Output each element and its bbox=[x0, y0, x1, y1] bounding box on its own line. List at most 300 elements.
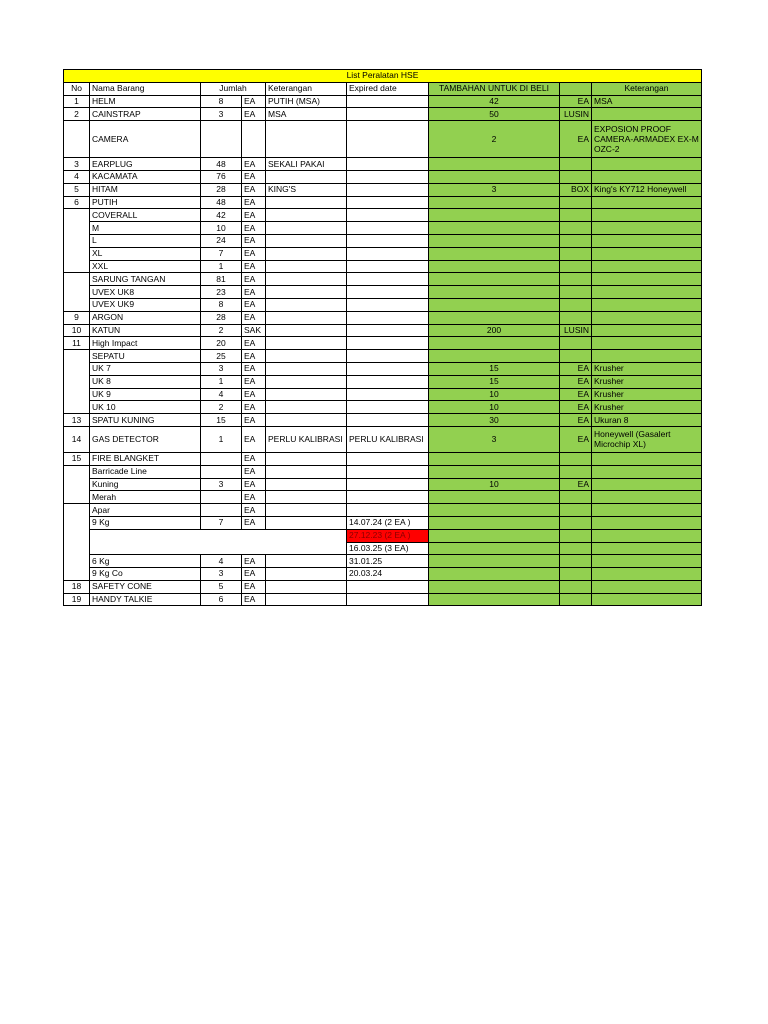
cell-jumlah[interactable]: 1 bbox=[201, 375, 242, 388]
cell-jumlah[interactable]: 7 bbox=[201, 247, 242, 260]
cell-jumlah[interactable]: 4 bbox=[201, 555, 242, 568]
cell-tambahan-unit[interactable]: LUSIN bbox=[560, 324, 592, 337]
cell-no[interactable] bbox=[64, 121, 90, 158]
cell-no[interactable]: 18 bbox=[64, 580, 90, 593]
cell-tambahan[interactable] bbox=[429, 247, 560, 260]
cell-keterangan-2[interactable] bbox=[592, 170, 702, 183]
cell-tambahan-unit[interactable] bbox=[560, 298, 592, 311]
cell-expired-date[interactable] bbox=[347, 260, 429, 273]
cell-expired-date[interactable] bbox=[347, 478, 429, 491]
cell-no[interactable]: 14 bbox=[64, 426, 90, 452]
cell-jumlah[interactable]: 42 bbox=[201, 209, 242, 222]
cell-unit[interactable]: EA bbox=[242, 183, 266, 196]
cell-tambahan[interactable] bbox=[429, 158, 560, 171]
cell-tambahan[interactable]: 10 bbox=[429, 401, 560, 414]
cell-jumlah[interactable]: 10 bbox=[201, 222, 242, 235]
cell-unit[interactable]: EA bbox=[242, 452, 266, 465]
header-expired-date[interactable]: Expired date bbox=[347, 82, 429, 95]
cell-keterangan-2[interactable] bbox=[592, 298, 702, 311]
cell-nama-barang[interactable]: UK 10 bbox=[90, 401, 201, 414]
cell-unit[interactable]: EA bbox=[242, 555, 266, 568]
cell-keterangan-2[interactable] bbox=[592, 529, 702, 542]
cell-nama-barang[interactable]: Apar bbox=[90, 504, 201, 517]
cell-jumlah[interactable]: 28 bbox=[201, 183, 242, 196]
cell-tambahan-unit[interactable] bbox=[560, 222, 592, 235]
cell-tambahan-unit[interactable] bbox=[560, 491, 592, 504]
cell-no[interactable] bbox=[64, 209, 90, 273]
cell-tambahan-unit[interactable] bbox=[560, 350, 592, 363]
cell-expired-date[interactable] bbox=[347, 247, 429, 260]
cell-keterangan[interactable] bbox=[266, 452, 347, 465]
cell-jumlah[interactable]: 2 bbox=[201, 401, 242, 414]
cell-no[interactable] bbox=[64, 350, 90, 414]
cell-nama-barang[interactable]: UVEX UK8 bbox=[90, 286, 201, 299]
cell-tambahan-unit[interactable] bbox=[560, 542, 592, 555]
cell-keterangan[interactable] bbox=[266, 350, 347, 363]
cell-expired-date[interactable] bbox=[347, 504, 429, 517]
cell-nama-barang[interactable]: FIRE BLANGKET bbox=[90, 452, 201, 465]
cell-tambahan[interactable]: 200 bbox=[429, 324, 560, 337]
cell-unit[interactable]: SAK bbox=[242, 324, 266, 337]
cell-tambahan[interactable]: 30 bbox=[429, 414, 560, 427]
cell-tambahan[interactable]: 50 bbox=[429, 108, 560, 121]
cell-nama-barang[interactable]: XL bbox=[90, 247, 201, 260]
cell-keterangan-2[interactable] bbox=[592, 158, 702, 171]
cell-unit[interactable]: EA bbox=[242, 491, 266, 504]
cell-tambahan-unit[interactable] bbox=[560, 209, 592, 222]
cell-unit[interactable]: EA bbox=[242, 350, 266, 363]
cell-tambahan[interactable] bbox=[429, 286, 560, 299]
cell-tambahan[interactable] bbox=[429, 209, 560, 222]
cell-keterangan-2[interactable] bbox=[592, 286, 702, 299]
cell-expired-date[interactable]: 14.07.24 (2 EA ) bbox=[347, 516, 429, 529]
cell-jumlah[interactable]: 81 bbox=[201, 273, 242, 286]
cell-keterangan[interactable] bbox=[266, 414, 347, 427]
cell-nama-barang[interactable]: EARPLUG bbox=[90, 158, 201, 171]
cell-keterangan-2[interactable]: Honeywell (Gasalert Microchip XL) bbox=[592, 426, 702, 452]
cell-nama-barang[interactable]: Merah bbox=[90, 491, 201, 504]
cell-jumlah[interactable]: 2 bbox=[201, 324, 242, 337]
cell-no[interactable]: 1 bbox=[64, 95, 90, 108]
cell-merged-block[interactable] bbox=[90, 529, 347, 555]
cell-expired-date[interactable] bbox=[347, 414, 429, 427]
cell-nama-barang[interactable]: GAS DETECTOR bbox=[90, 426, 201, 452]
cell-jumlah[interactable]: 23 bbox=[201, 286, 242, 299]
cell-tambahan[interactable] bbox=[429, 273, 560, 286]
cell-keterangan[interactable] bbox=[266, 375, 347, 388]
cell-keterangan[interactable]: SEKALI PAKAI bbox=[266, 158, 347, 171]
cell-no[interactable]: 2 bbox=[64, 108, 90, 121]
cell-keterangan-2[interactable] bbox=[592, 478, 702, 491]
cell-tambahan[interactable]: 10 bbox=[429, 388, 560, 401]
cell-expired-date[interactable] bbox=[347, 298, 429, 311]
cell-tambahan-unit[interactable]: EA bbox=[560, 121, 592, 158]
header-tambahan-unit[interactable] bbox=[560, 82, 592, 95]
cell-nama-barang[interactable]: PUTIH bbox=[90, 196, 201, 209]
cell-expired-date[interactable] bbox=[347, 401, 429, 414]
cell-tambahan[interactable] bbox=[429, 298, 560, 311]
cell-keterangan-2[interactable] bbox=[592, 465, 702, 478]
cell-jumlah[interactable]: 6 bbox=[201, 593, 242, 606]
cell-tambahan-unit[interactable] bbox=[560, 158, 592, 171]
cell-tambahan-unit[interactable] bbox=[560, 593, 592, 606]
cell-expired-date[interactable] bbox=[347, 375, 429, 388]
cell-jumlah[interactable]: 24 bbox=[201, 234, 242, 247]
cell-jumlah[interactable]: 8 bbox=[201, 95, 242, 108]
cell-jumlah[interactable]: 28 bbox=[201, 311, 242, 324]
cell-expired-date[interactable]: 27.12.23 (2 EA ) bbox=[347, 529, 429, 542]
cell-keterangan-2[interactable] bbox=[592, 452, 702, 465]
cell-tambahan[interactable] bbox=[429, 350, 560, 363]
cell-keterangan[interactable] bbox=[266, 196, 347, 209]
cell-unit[interactable]: EA bbox=[242, 247, 266, 260]
cell-tambahan[interactable] bbox=[429, 516, 560, 529]
cell-keterangan[interactable] bbox=[266, 465, 347, 478]
cell-nama-barang[interactable]: XXL bbox=[90, 260, 201, 273]
cell-expired-date[interactable] bbox=[347, 209, 429, 222]
cell-expired-date[interactable] bbox=[347, 362, 429, 375]
cell-keterangan[interactable] bbox=[266, 504, 347, 517]
cell-keterangan[interactable] bbox=[266, 555, 347, 568]
cell-unit[interactable]: EA bbox=[242, 108, 266, 121]
cell-no[interactable] bbox=[64, 504, 90, 581]
cell-unit[interactable]: EA bbox=[242, 593, 266, 606]
cell-expired-date[interactable]: 31.01.25 bbox=[347, 555, 429, 568]
cell-no[interactable]: 10 bbox=[64, 324, 90, 337]
cell-tambahan-unit[interactable]: EA bbox=[560, 375, 592, 388]
cell-expired-date[interactable] bbox=[347, 350, 429, 363]
cell-no[interactable]: 13 bbox=[64, 414, 90, 427]
cell-keterangan-2[interactable] bbox=[592, 324, 702, 337]
cell-tambahan[interactable] bbox=[429, 311, 560, 324]
cell-unit[interactable]: EA bbox=[242, 234, 266, 247]
cell-no[interactable]: 19 bbox=[64, 593, 90, 606]
cell-tambahan[interactable] bbox=[429, 568, 560, 581]
cell-keterangan[interactable] bbox=[266, 401, 347, 414]
cell-tambahan[interactable] bbox=[429, 170, 560, 183]
cell-keterangan-2[interactable]: Krusher bbox=[592, 388, 702, 401]
cell-no[interactable]: 5 bbox=[64, 183, 90, 196]
cell-jumlah[interactable] bbox=[201, 491, 242, 504]
cell-jumlah[interactable]: 76 bbox=[201, 170, 242, 183]
cell-no[interactable]: 3 bbox=[64, 158, 90, 171]
cell-unit[interactable]: EA bbox=[242, 401, 266, 414]
cell-jumlah[interactable] bbox=[201, 452, 242, 465]
cell-nama-barang[interactable]: CAMERA bbox=[90, 121, 201, 158]
cell-keterangan[interactable]: KING'S bbox=[266, 183, 347, 196]
cell-tambahan-unit[interactable]: EA bbox=[560, 414, 592, 427]
cell-tambahan[interactable] bbox=[429, 593, 560, 606]
cell-nama-barang[interactable]: HANDY TALKIE bbox=[90, 593, 201, 606]
cell-keterangan[interactable] bbox=[266, 170, 347, 183]
cell-keterangan[interactable] bbox=[266, 234, 347, 247]
cell-expired-date[interactable]: 16.03.25 (3 EA) bbox=[347, 542, 429, 555]
cell-keterangan-2[interactable]: MSA bbox=[592, 95, 702, 108]
cell-jumlah[interactable]: 4 bbox=[201, 388, 242, 401]
cell-unit[interactable]: EA bbox=[242, 196, 266, 209]
cell-expired-date[interactable] bbox=[347, 222, 429, 235]
cell-expired-date[interactable] bbox=[347, 337, 429, 350]
cell-tambahan[interactable]: 10 bbox=[429, 478, 560, 491]
cell-keterangan-2[interactable]: Krusher bbox=[592, 401, 702, 414]
cell-unit[interactable]: EA bbox=[242, 362, 266, 375]
cell-unit[interactable]: EA bbox=[242, 222, 266, 235]
cell-tambahan-unit[interactable] bbox=[560, 580, 592, 593]
cell-tambahan[interactable]: 15 bbox=[429, 362, 560, 375]
cell-unit[interactable]: EA bbox=[242, 95, 266, 108]
header-tambahan[interactable]: TAMBAHAN UNTUK DI BELI bbox=[429, 82, 560, 95]
cell-expired-date[interactable] bbox=[347, 465, 429, 478]
cell-unit[interactable]: EA bbox=[242, 298, 266, 311]
header-keterangan-2[interactable]: Keterangan bbox=[592, 82, 702, 95]
cell-keterangan-2[interactable]: Ukuran 8 bbox=[592, 414, 702, 427]
cell-keterangan[interactable] bbox=[266, 209, 347, 222]
cell-expired-date[interactable] bbox=[347, 170, 429, 183]
cell-keterangan-2[interactable] bbox=[592, 108, 702, 121]
cell-tambahan-unit[interactable] bbox=[560, 465, 592, 478]
cell-jumlah[interactable]: 48 bbox=[201, 196, 242, 209]
cell-tambahan-unit[interactable]: LUSIN bbox=[560, 108, 592, 121]
cell-tambahan-unit[interactable] bbox=[560, 170, 592, 183]
cell-expired-date[interactable] bbox=[347, 491, 429, 504]
cell-keterangan[interactable] bbox=[266, 337, 347, 350]
cell-no[interactable] bbox=[64, 465, 90, 503]
cell-unit[interactable]: EA bbox=[242, 478, 266, 491]
cell-keterangan-2[interactable] bbox=[592, 568, 702, 581]
cell-expired-date[interactable] bbox=[347, 121, 429, 158]
cell-keterangan[interactable] bbox=[266, 478, 347, 491]
cell-nama-barang[interactable]: UVEX UK9 bbox=[90, 298, 201, 311]
cell-nama-barang[interactable]: L bbox=[90, 234, 201, 247]
cell-jumlah[interactable]: 48 bbox=[201, 158, 242, 171]
cell-keterangan[interactable] bbox=[266, 247, 347, 260]
cell-tambahan[interactable]: 2 bbox=[429, 121, 560, 158]
cell-jumlah[interactable]: 3 bbox=[201, 478, 242, 491]
cell-nama-barang[interactable]: UK 9 bbox=[90, 388, 201, 401]
cell-jumlah[interactable]: 3 bbox=[201, 108, 242, 121]
cell-keterangan-2[interactable] bbox=[592, 196, 702, 209]
cell-expired-date[interactable]: PERLU KALIBRASI bbox=[347, 426, 429, 452]
cell-keterangan[interactable] bbox=[266, 593, 347, 606]
cell-unit[interactable]: EA bbox=[242, 209, 266, 222]
cell-nama-barang[interactable]: SARUNG TANGAN bbox=[90, 273, 201, 286]
cell-nama-barang[interactable]: HITAM bbox=[90, 183, 201, 196]
cell-keterangan[interactable] bbox=[266, 121, 347, 158]
cell-tambahan-unit[interactable] bbox=[560, 529, 592, 542]
cell-expired-date[interactable] bbox=[347, 108, 429, 121]
cell-tambahan-unit[interactable]: EA bbox=[560, 388, 592, 401]
cell-tambahan-unit[interactable]: EA bbox=[560, 95, 592, 108]
cell-tambahan-unit[interactable] bbox=[560, 273, 592, 286]
cell-keterangan-2[interactable] bbox=[592, 516, 702, 529]
cell-tambahan[interactable]: 3 bbox=[429, 183, 560, 196]
cell-no[interactable]: 15 bbox=[64, 452, 90, 465]
cell-nama-barang[interactable]: ARGON bbox=[90, 311, 201, 324]
cell-tambahan-unit[interactable] bbox=[560, 247, 592, 260]
cell-tambahan-unit[interactable] bbox=[560, 260, 592, 273]
cell-unit[interactable]: EA bbox=[242, 311, 266, 324]
cell-expired-date[interactable] bbox=[347, 580, 429, 593]
cell-expired-date[interactable] bbox=[347, 158, 429, 171]
cell-tambahan-unit[interactable]: EA bbox=[560, 426, 592, 452]
cell-tambahan[interactable] bbox=[429, 196, 560, 209]
cell-expired-date[interactable] bbox=[347, 324, 429, 337]
cell-jumlah[interactable]: 3 bbox=[201, 568, 242, 581]
cell-keterangan-2[interactable] bbox=[592, 504, 702, 517]
cell-nama-barang[interactable]: 9 Kg bbox=[90, 516, 201, 529]
cell-tambahan-unit[interactable] bbox=[560, 516, 592, 529]
cell-keterangan-2[interactable] bbox=[592, 593, 702, 606]
cell-expired-date[interactable] bbox=[347, 286, 429, 299]
cell-keterangan-2[interactable] bbox=[592, 542, 702, 555]
header-jumlah[interactable]: Jumlah bbox=[201, 82, 266, 95]
cell-unit[interactable]: EA bbox=[242, 568, 266, 581]
cell-no[interactable]: 6 bbox=[64, 196, 90, 209]
cell-jumlah[interactable]: 7 bbox=[201, 516, 242, 529]
cell-nama-barang[interactable]: SPATU KUNING bbox=[90, 414, 201, 427]
cell-keterangan[interactable]: PERLU KALIBRASI bbox=[266, 426, 347, 452]
cell-nama-barang[interactable]: High Impact bbox=[90, 337, 201, 350]
cell-unit[interactable]: EA bbox=[242, 337, 266, 350]
cell-tambahan[interactable]: 3 bbox=[429, 426, 560, 452]
cell-tambahan-unit[interactable]: EA bbox=[560, 362, 592, 375]
cell-jumlah[interactable]: 8 bbox=[201, 298, 242, 311]
cell-jumlah[interactable]: 1 bbox=[201, 426, 242, 452]
cell-no[interactable] bbox=[64, 273, 90, 311]
cell-tambahan[interactable] bbox=[429, 555, 560, 568]
cell-tambahan[interactable] bbox=[429, 234, 560, 247]
cell-unit[interactable]: EA bbox=[242, 504, 266, 517]
cell-nama-barang[interactable]: COVERALL bbox=[90, 209, 201, 222]
cell-keterangan-2[interactable] bbox=[592, 273, 702, 286]
cell-expired-date[interactable] bbox=[347, 452, 429, 465]
cell-keterangan[interactable] bbox=[266, 362, 347, 375]
cell-keterangan[interactable] bbox=[266, 568, 347, 581]
cell-tambahan-unit[interactable]: EA bbox=[560, 401, 592, 414]
cell-no[interactable]: 4 bbox=[64, 170, 90, 183]
cell-tambahan-unit[interactable] bbox=[560, 504, 592, 517]
cell-tambahan-unit[interactable] bbox=[560, 452, 592, 465]
cell-keterangan[interactable] bbox=[266, 491, 347, 504]
cell-keterangan-2[interactable] bbox=[592, 247, 702, 260]
cell-unit[interactable]: EA bbox=[242, 286, 266, 299]
header-nama-barang[interactable]: Nama Barang bbox=[90, 82, 201, 95]
cell-unit[interactable] bbox=[242, 121, 266, 158]
cell-nama-barang[interactable]: M bbox=[90, 222, 201, 235]
cell-keterangan-2[interactable] bbox=[592, 491, 702, 504]
cell-tambahan-unit[interactable] bbox=[560, 555, 592, 568]
cell-tambahan[interactable] bbox=[429, 260, 560, 273]
cell-keterangan-2[interactable]: EXPOSION PROOF CAMERA-ARMADEX EX-M OZC-2 bbox=[592, 121, 702, 158]
cell-tambahan[interactable] bbox=[429, 222, 560, 235]
cell-keterangan[interactable] bbox=[266, 516, 347, 529]
cell-unit[interactable]: EA bbox=[242, 158, 266, 171]
cell-keterangan[interactable] bbox=[266, 273, 347, 286]
cell-unit[interactable]: EA bbox=[242, 273, 266, 286]
cell-unit[interactable]: EA bbox=[242, 414, 266, 427]
cell-tambahan[interactable] bbox=[429, 529, 560, 542]
cell-tambahan[interactable] bbox=[429, 337, 560, 350]
cell-tambahan-unit[interactable]: BOX bbox=[560, 183, 592, 196]
cell-nama-barang[interactable]: CAINSTRAP bbox=[90, 108, 201, 121]
cell-nama-barang[interactable]: UK 8 bbox=[90, 375, 201, 388]
sheet-title[interactable]: List Peralatan HSE bbox=[64, 70, 702, 83]
cell-unit[interactable]: EA bbox=[242, 260, 266, 273]
cell-nama-barang[interactable]: HELM bbox=[90, 95, 201, 108]
cell-keterangan[interactable] bbox=[266, 298, 347, 311]
cell-tambahan[interactable]: 42 bbox=[429, 95, 560, 108]
cell-keterangan-2[interactable] bbox=[592, 222, 702, 235]
cell-keterangan[interactable] bbox=[266, 311, 347, 324]
cell-expired-date[interactable]: 20.03.24 bbox=[347, 568, 429, 581]
cell-keterangan-2[interactable] bbox=[592, 209, 702, 222]
cell-keterangan[interactable] bbox=[266, 580, 347, 593]
cell-tambahan[interactable] bbox=[429, 504, 560, 517]
cell-jumlah[interactable]: 25 bbox=[201, 350, 242, 363]
cell-jumlah[interactable]: 1 bbox=[201, 260, 242, 273]
cell-expired-date[interactable] bbox=[347, 311, 429, 324]
cell-keterangan-2[interactable] bbox=[592, 311, 702, 324]
cell-unit[interactable]: EA bbox=[242, 388, 266, 401]
cell-expired-date[interactable] bbox=[347, 388, 429, 401]
cell-expired-date[interactable] bbox=[347, 273, 429, 286]
cell-jumlah[interactable]: 20 bbox=[201, 337, 242, 350]
cell-tambahan[interactable] bbox=[429, 580, 560, 593]
cell-nama-barang[interactable]: 6 Kg bbox=[90, 555, 201, 568]
cell-keterangan-2[interactable]: Krusher bbox=[592, 362, 702, 375]
cell-keterangan-2[interactable] bbox=[592, 555, 702, 568]
cell-keterangan[interactable]: MSA bbox=[266, 108, 347, 121]
cell-nama-barang[interactable]: 9 Kg Co bbox=[90, 568, 201, 581]
cell-tambahan[interactable]: 15 bbox=[429, 375, 560, 388]
cell-keterangan-2[interactable] bbox=[592, 350, 702, 363]
cell-expired-date[interactable] bbox=[347, 234, 429, 247]
cell-keterangan-2[interactable] bbox=[592, 260, 702, 273]
cell-keterangan-2[interactable] bbox=[592, 337, 702, 350]
cell-tambahan-unit[interactable] bbox=[560, 311, 592, 324]
cell-tambahan[interactable] bbox=[429, 491, 560, 504]
cell-tambahan-unit[interactable] bbox=[560, 286, 592, 299]
cell-tambahan-unit[interactable] bbox=[560, 234, 592, 247]
cell-no[interactable]: 11 bbox=[64, 337, 90, 350]
cell-keterangan[interactable] bbox=[266, 324, 347, 337]
cell-unit[interactable]: EA bbox=[242, 170, 266, 183]
cell-expired-date[interactable] bbox=[347, 183, 429, 196]
cell-unit[interactable]: EA bbox=[242, 426, 266, 452]
cell-no[interactable]: 9 bbox=[64, 311, 90, 324]
cell-tambahan-unit[interactable] bbox=[560, 337, 592, 350]
cell-jumlah[interactable]: 3 bbox=[201, 362, 242, 375]
cell-unit[interactable]: EA bbox=[242, 375, 266, 388]
cell-tambahan-unit[interactable] bbox=[560, 196, 592, 209]
cell-nama-barang[interactable]: Barricade Line bbox=[90, 465, 201, 478]
cell-expired-date[interactable] bbox=[347, 593, 429, 606]
cell-nama-barang[interactable]: SEPATU bbox=[90, 350, 201, 363]
cell-tambahan[interactable] bbox=[429, 452, 560, 465]
cell-expired-date[interactable] bbox=[347, 196, 429, 209]
cell-keterangan[interactable] bbox=[266, 260, 347, 273]
cell-jumlah[interactable] bbox=[201, 465, 242, 478]
cell-nama-barang[interactable]: Kuning bbox=[90, 478, 201, 491]
cell-keterangan-2[interactable]: Krusher bbox=[592, 375, 702, 388]
cell-nama-barang[interactable]: SAFETY CONE bbox=[90, 580, 201, 593]
header-keterangan[interactable]: Keterangan bbox=[266, 82, 347, 95]
cell-nama-barang[interactable]: KACAMATA bbox=[90, 170, 201, 183]
cell-jumlah[interactable]: 15 bbox=[201, 414, 242, 427]
cell-jumlah[interactable] bbox=[201, 121, 242, 158]
cell-keterangan[interactable] bbox=[266, 286, 347, 299]
cell-jumlah[interactable]: 5 bbox=[201, 580, 242, 593]
